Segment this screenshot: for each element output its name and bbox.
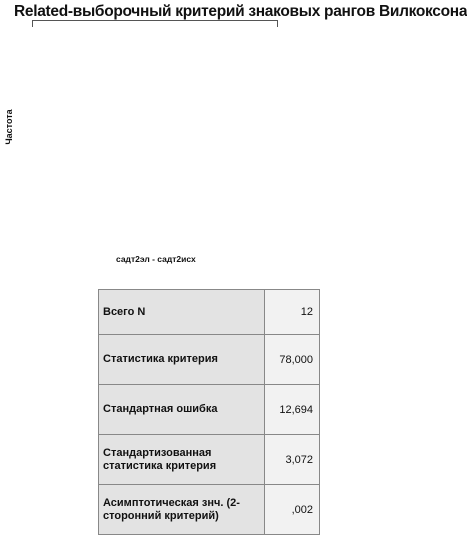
y-axis-label-container xyxy=(1,100,15,160)
table-row xyxy=(99,290,320,335)
report-title: Related-выборочный критерий знаковых рангов Вилкоксона xyxy=(14,3,467,20)
table-row xyxy=(99,435,320,485)
row-label: Асимптотическая знч. (2-сторонний критерий) xyxy=(99,485,265,535)
row-value: 12 xyxy=(264,290,319,335)
table-row xyxy=(99,485,320,535)
row-label: Статистика критерия xyxy=(99,335,265,385)
row-value: ,002 xyxy=(264,485,319,535)
x-axis-label: садт2эл - садт2исх xyxy=(116,254,196,264)
legend-bracket xyxy=(32,20,278,27)
row-value: 78,000 xyxy=(264,335,319,385)
row-label: Стандартная ошибка xyxy=(99,385,265,435)
table-row xyxy=(99,385,320,435)
test-statistics-table xyxy=(98,289,320,535)
row-value: 3,072 xyxy=(264,435,319,485)
row-label: Стандартизованная статистика критерия xyxy=(99,435,265,485)
row-value: 12,694 xyxy=(264,385,319,435)
row-label: Всего N xyxy=(99,290,265,335)
table-row xyxy=(99,335,320,385)
y-axis-label: Частота xyxy=(4,109,14,145)
